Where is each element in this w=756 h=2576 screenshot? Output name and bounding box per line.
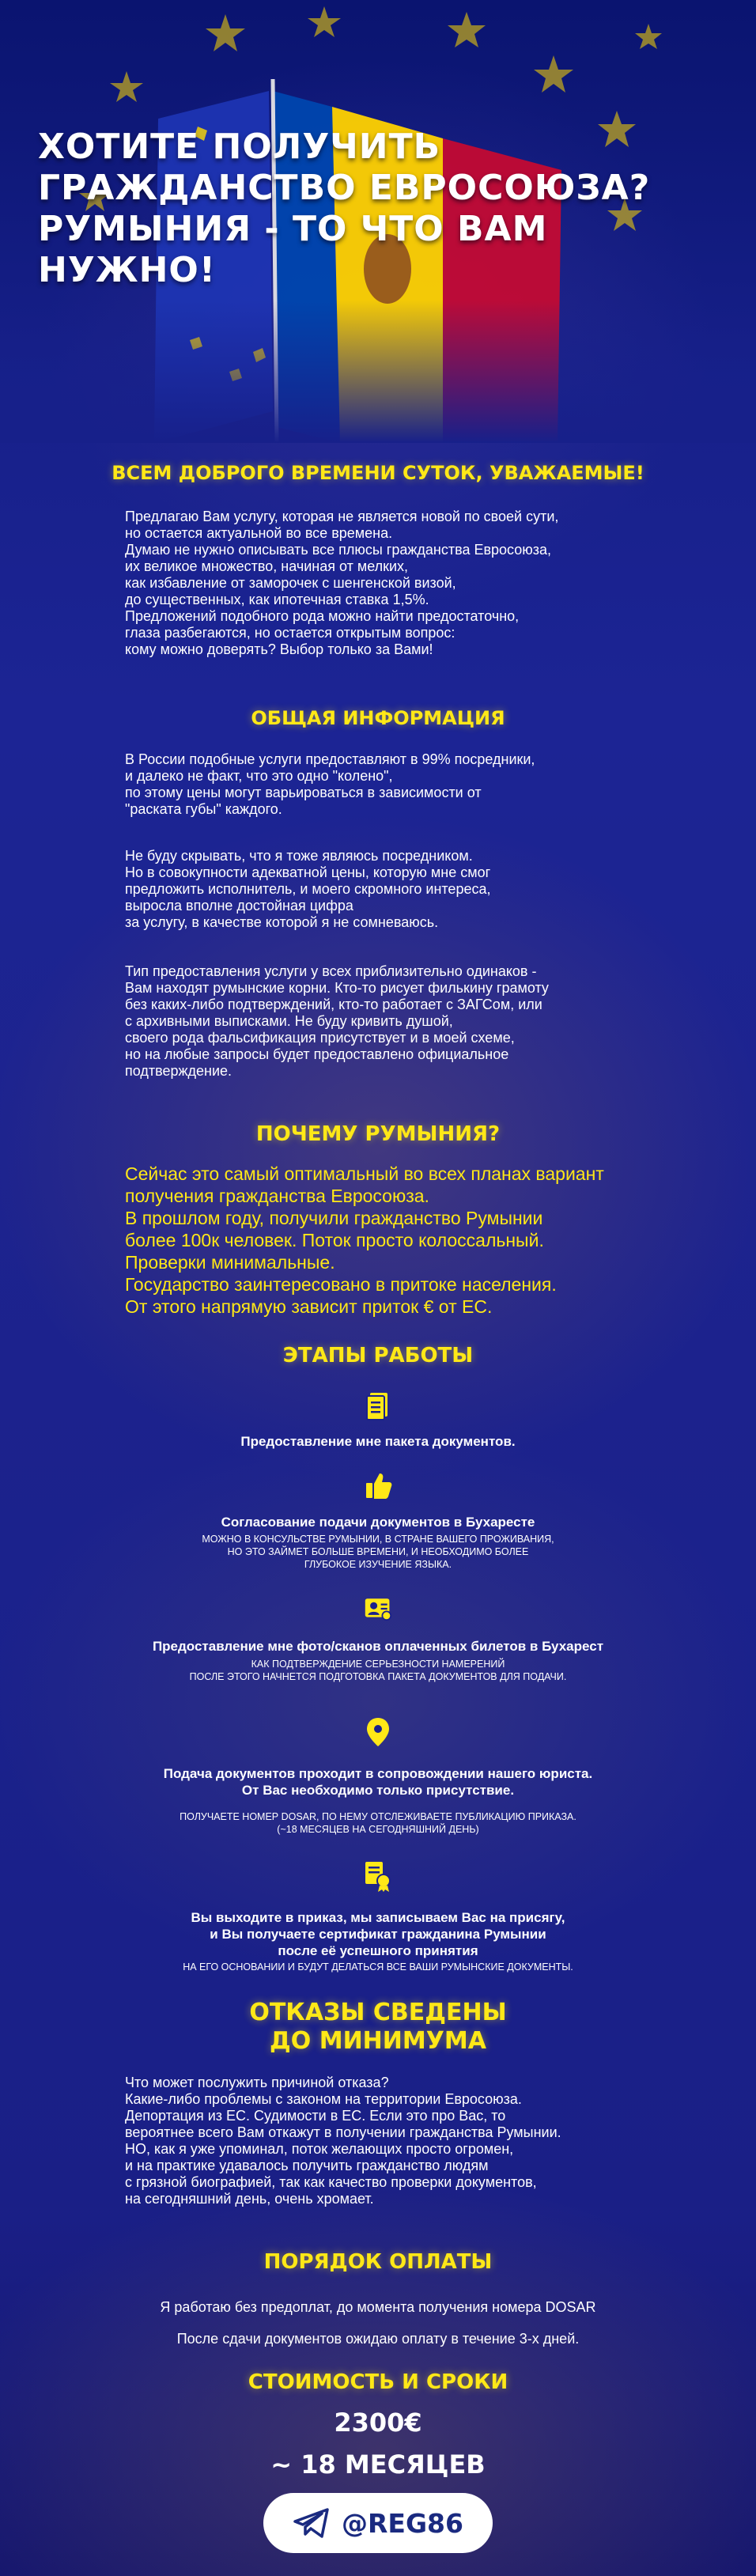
why-romania-heading: ПОЧЕМУ РУМЫНИЯ? (255, 1122, 501, 1146)
general-info-p1: В России подобные услуги предоставляют в 99% посредники, и далеко не факт, что это одно "колено", по этому цены могут варьироваться в зависимости от "раската губы" каждого. (125, 751, 535, 817)
general-info-p2: Не буду скрывать, что я тоже являюсь посредником. Но в совокупности адекватной цены, которую мне смог предложить исполнитель, и моего скромного интереса, выросла вполне достойная цифра за услугу, в качестве которой я не сомневаюсь. (125, 848, 491, 930)
stage-5-note: НА ЕГО ОСНОВАНИИ И БУДУТ ДЕЛАТЬСЯ ВСЕ ВАШИ РУМЫНСКИЕ ДОКУМЕНТЫ. (183, 1961, 573, 1973)
location-pin-icon (364, 1716, 392, 1748)
why-romania-text: Сейчас это самый оптимальный во всех планах вариант получения гражданства Евросоюза. В прошлом году, получили гражданство Румынии более 100к человек. Поток просто колоссальный. Проверки минимальные. Государство заинтересовано в притоке населения. От этого напрямую зависит приток € от ЕС. (125, 1163, 604, 1317)
document-icon (364, 1390, 392, 1421)
general-info-p3: Тип предоставления услуги у всех приблизительно одинаков - Вам находят румынские корни. Кто-то рисует филькину грамоту без каких-либо подтверждений, кто-то работает с ЗАГСом, или с архивными выписками. Не буду кривить душой, своего рода фальсификация присутствует и в моей схеме, но на любые запросы будет предоставлено официальное подтверждение. (125, 963, 549, 1079)
stage-1-title: Предоставление мне пакета документов. (240, 1434, 516, 1449)
refusals-heading: ОТКАЗЫ СВЕДЕНЫ ДО МИНИМУМА (249, 1999, 507, 2055)
greeting-text: Предлагаю Вам услугу, которая не является новой по своей сути, но остается актуальной во все времена. Думаю не нужно описывать все плюсы гражданства Евросоюза, их великое множество, начиная от мелких, как избавление от заморочек с шенгенской визой, до существенных, как ипотечная ставка 1,5%. Предложений подобного рода можно найти предостаточно, глаза разбегаются, но остается открытым вопрос: кому можно доверять? Выбор только за Вами! (125, 509, 559, 657)
photo-id-icon (364, 1591, 392, 1623)
certificate-icon (364, 1860, 392, 1892)
price-duration: ~ 18 МЕСЯЦЕВ (270, 2449, 486, 2480)
telegram-icon (293, 2507, 331, 2539)
payment-line-2: После сдачи документов ожидаю оплату в течение 3-х дней. (176, 2331, 580, 2347)
telegram-contact-button[interactable] (263, 2493, 493, 2553)
hero-title: ХОТИТЕ ПОЛУЧИТЬ ГРАЖДАНСТВО ЕВРОСОЮЗА? РУМЫНИЯ - ТО ЧТО ВАМ НУЖНО! (38, 127, 651, 290)
stage-4-title: Подача документов проходит в сопровождении нашего юриста. От Вас необходимо только присутствие. (163, 1766, 593, 1798)
stage-3-title: Предоставление мне фото/сканов оплаченных билетов в Бухарест (152, 1639, 604, 1654)
greeting-heading: ВСЕМ ДОБРОГО ВРЕМЕНИ СУТОК, УВАЖАЕМЫЕ! (112, 462, 644, 484)
stage-3-note: КАК ПОДТВЕРЖДЕНИЕ СЕРЬЕЗНОСТИ НАМЕРЕНИЙ ПОСЛЕ ЭТОГО НАЧНЕТСЯ ПОДГОТОВКА ПАКЕТА ДОКУМЕНТОВ ДЛЯ ПОДАЧИ. (189, 1659, 567, 1682)
payment-line-1: Я работаю без предоплат, до момента получения номера DOSAR (160, 2299, 596, 2315)
stage-2-title: Согласование подачи документов в Бухаресте (221, 1515, 535, 1530)
stage-2-note: МОЖНО В КОНСУЛЬСТВЕ РУМЫНИИ, В СТРАНЕ ВАШЕГО ПРОЖИВАНИЯ, НО ЭТО ЗАЙМЕТ БОЛЬШЕ ВРЕМЕНИ, И НЕОБХОДИМО БОЛЕЕ ГЛУБОКОЕ ИЗУЧЕНИЕ ЯЗЫКА. (202, 1534, 554, 1570)
stage-4-note: ПОЛУЧАЕТЕ НОМЕР DOSAR, ПО НЕМУ ОТСЛЕЖИВАЕТЕ ПУБЛИКАЦИЮ ПРИКАЗА. (~18 МЕСЯЦЕВ НА СЕГОДНЯШНИЙ ДЕНЬ) (180, 1811, 576, 1835)
stages-heading: ЭТАПЫ РАБОТЫ (282, 1344, 474, 1367)
payment-heading: ПОРЯДОК ОПЛАТЫ (263, 2250, 493, 2274)
price-amount: 2300€ (334, 2408, 422, 2438)
telegram-handle: @REG86 (342, 2507, 463, 2539)
stage-5-title: Вы выходите в приказ, мы записываем Вас на присягу, и Вы получаете сертификат гражданина Румынии после её успешного принятия (191, 1910, 565, 1958)
price-heading: СТОИМОСТЬ И СРОКИ (248, 2370, 508, 2394)
refusals-text: Что может послужить причиной отказа? Какие-либо проблемы с законом на территории Евросоюза. Депортация из ЕС. Судимости в ЕС. Если это про Вас, то вероятнее всего Вам откажут в получении гражданства Румынии. НО, как я уже упоминал, поток желающих просто огромен, и на практике удавалось получить гражданство людям с грязной биографией, так как качество проверки документов, на сегодняшний день, очень хромает. (125, 2075, 561, 2207)
thumbs-up-icon (364, 1470, 392, 1501)
general-info-heading: ОБЩАЯ ИНФОРМАЦИЯ (251, 707, 505, 729)
